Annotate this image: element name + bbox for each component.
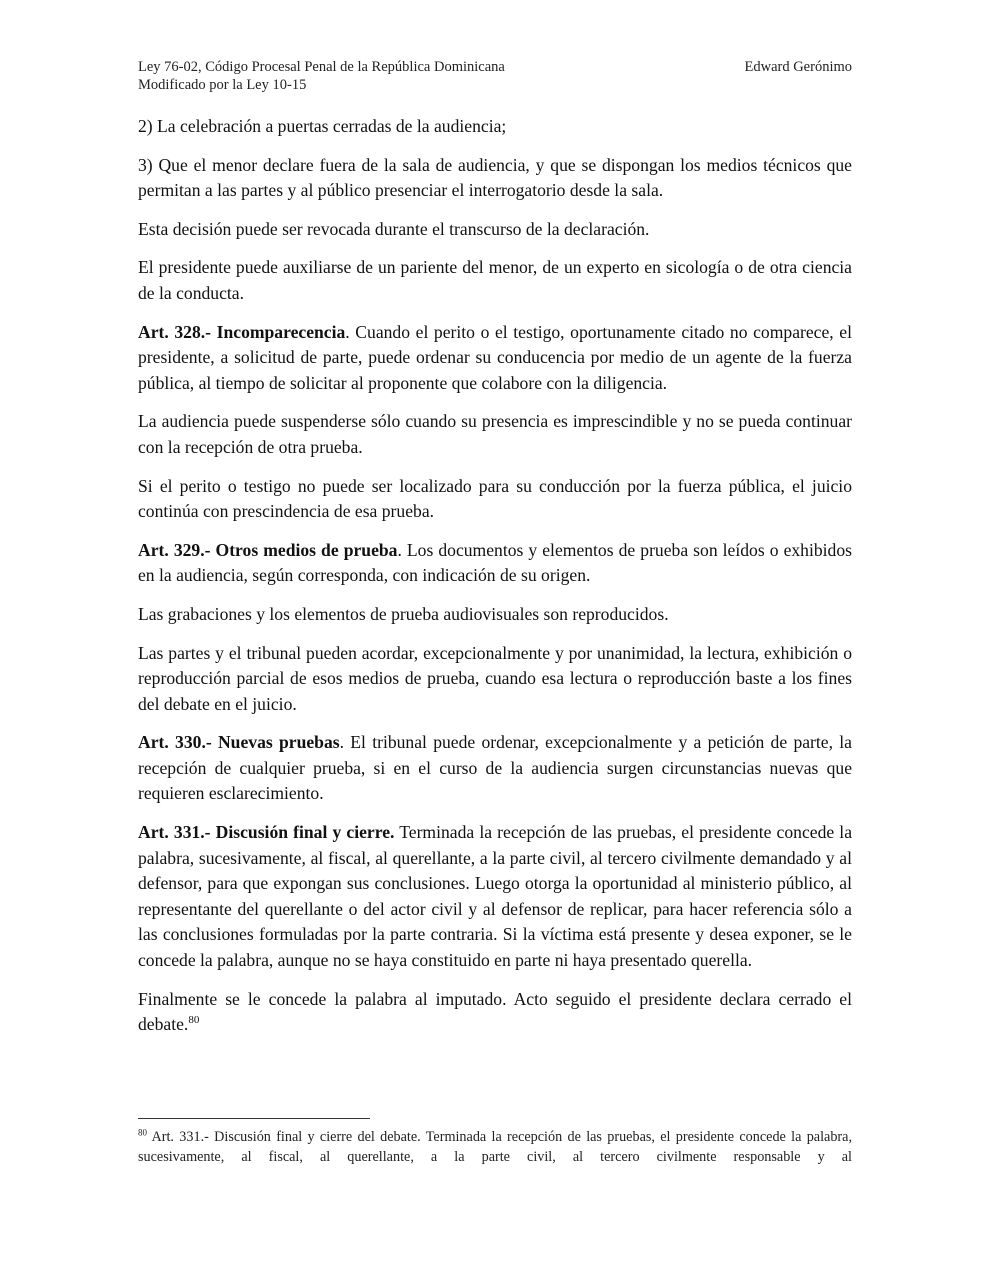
header-title: Ley 76-02, Código Procesal Penal de la República Dominicana <box>138 59 505 75</box>
article-text: . El tribunal puede ordenar, excepcionalmente y a petición de parte, la recepción de cualquier prueba, si en el curso de la audiencia surgen circunstancias nuevas que requieren esclarecimiento. <box>138 732 852 804</box>
article-329 <box>138 538 852 589</box>
header-author: Edward Gerónimo <box>744 59 852 75</box>
paragraph: Esta decisión puede ser revocada durante el transcurso de la declaración. <box>138 218 650 239</box>
article-title: Art. 331.- Discusión final y cierre. <box>138 822 395 843</box>
paragraph: 2) La celebración a puertas cerradas de la audiencia; <box>138 116 507 136</box>
article-text: . Los documentos y elementos de prueba son leídos o exhibidos en la audiencia, según corresponda, con indicación de su origen. <box>138 539 852 586</box>
paragraph: Las grabaciones y los elementos de prueba audiovisuales son reproducidos. <box>138 603 669 624</box>
page-header <box>138 58 852 94</box>
paragraph: 3) Que el menor declare fuera de la sala de audiencia, y que se dispongan los medios técnicos que permitan a las partes y al público presenciar el interrogatorio desde la sala. <box>138 154 852 201</box>
article-331 <box>138 820 852 974</box>
paragraph: Las partes y el tribunal pueden acordar, excepcionalmente y por unanimidad, la lectura, exhibición o reproducción parcial de esos medios de prueba, cuando esa lectura o reproducción baste a los fines del debate en el juicio. <box>138 642 852 714</box>
article-text: . Cuando el perito o el testigo, oportunamente citado no comparece, el presidente, a solicitud de parte, puede ordenar su conducencia por medio de un agente de la fuerza pública, al tiempo de solicitar al proponente que colabore con la diligencia. <box>138 321 852 393</box>
article-328 <box>138 320 852 397</box>
paragraph <box>138 987 852 1038</box>
paragraph: Si el perito o testigo no puede ser localizado para su conducción por la fuerza pública, el juicio continúa con prescindencia de esa prueba. <box>138 475 852 522</box>
document-body <box>138 114 852 1051</box>
paragraph: La audiencia puede suspenderse sólo cuando su presencia es imprescindible y no se pueda continuar con la recepción de otra prueba. <box>138 411 852 457</box>
footnote-number: 80 <box>138 1127 147 1138</box>
article-title: Art. 328.- Incomparecencia <box>138 321 346 342</box>
paragraph: El presidente puede auxiliarse de un pariente del menor, de un experto en sicología o de otra ciencia de la conducta. <box>138 257 852 303</box>
header-subtitle: Modificado por la Ley 10-15 <box>138 77 307 93</box>
footnote <box>138 1127 852 1167</box>
footnote-reference[interactable]: 80 <box>188 1014 200 1027</box>
article-title: Art. 330.- Nuevas pruebas <box>138 732 340 753</box>
footnote-text: Art. 331.- Discusión final y cierre del debate. Terminada la recepción de las pruebas, el presidente concede la palabra, sucesivamente, al fiscal, al querellante, a la parte civil, al tercero civilmente responsable y al <box>138 1129 852 1165</box>
article-text: Terminada la recepción de las pruebas, el presidente concede la palabra, sucesivamente, al fiscal, al querellante, a la parte civil, al tercero civilmente demandado y al defensor, para que expongan sus conclusiones. Luego otorga la oportunidad al ministerio público, al representante del querellante o del actor civil y al defensor de replicar, para hacer referencia sólo a las conclusiones formuladas por la parte contraria. Si la víctima está presente y desea exponer, se le concede la palabra, aunque no se haya constituido en parte ni haya presentado querella. <box>138 822 852 971</box>
footnote-separator <box>138 1118 370 1119</box>
article-330 <box>138 730 852 807</box>
paragraph-text: Finalmente se le concede la palabra al imputado. Acto seguido el presidente declara cerrado el debate. <box>138 988 852 1035</box>
article-title: Art. 329.- Otros medios de prueba <box>138 539 398 560</box>
